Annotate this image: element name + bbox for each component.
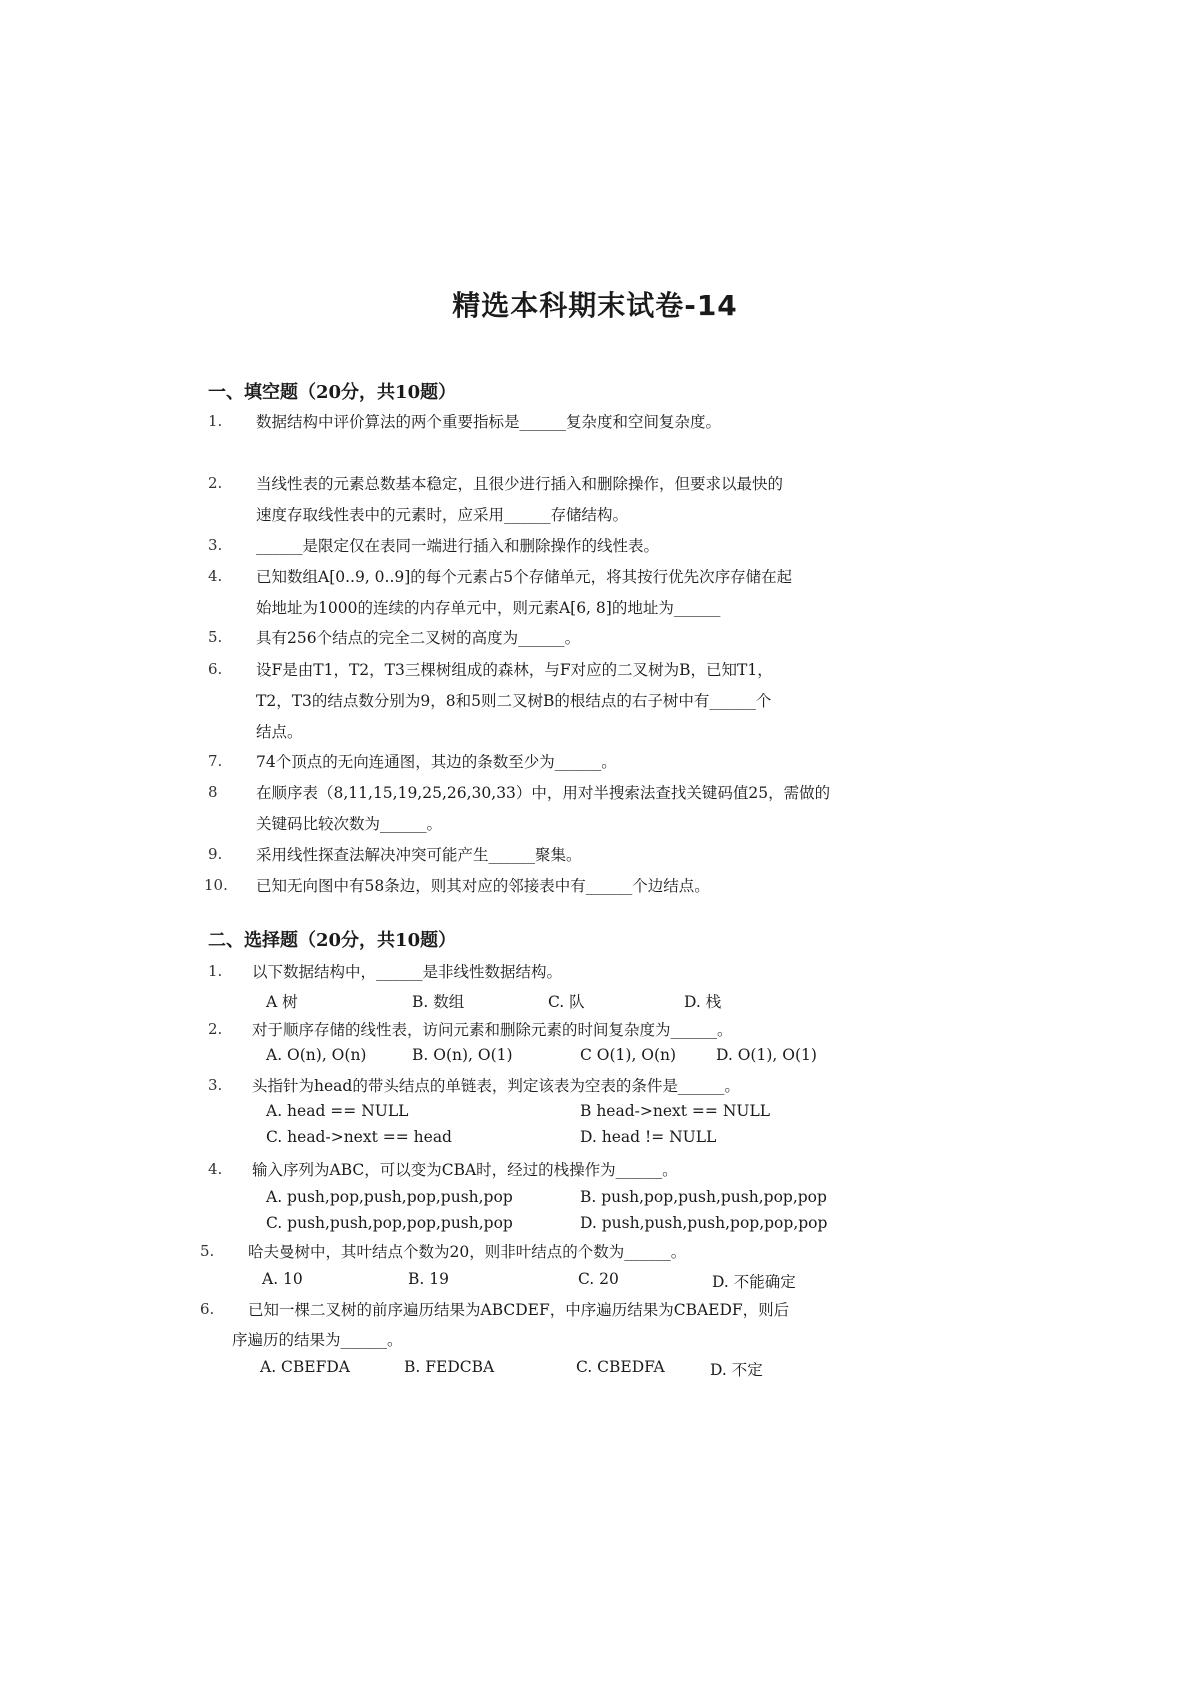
question-number: 4.: [208, 567, 223, 585]
question-number: 9.: [208, 845, 223, 863]
question-stem: 头指针为head的带头结点的单链表，判定该表为空表的条件是______。: [252, 1077, 740, 1095]
question-stem: 对于顺序存储的线性表，访问元素和删除元素的时间复杂度为______。: [252, 1021, 733, 1039]
question-number: 5.: [200, 1242, 215, 1260]
question-text: 始地址为1000的连续的内存单元中，则元素A[6, 8]的地址为______: [256, 599, 721, 617]
page-title: 精选本科期末试卷-14: [452, 289, 738, 322]
question-text: 设F是由T1，T2，T3三棵树组成的森林，与F对应的二叉树为B，已知T1，: [256, 661, 773, 679]
option-c: C. 队: [548, 993, 585, 1011]
question-number: 5.: [208, 628, 223, 646]
option-b: B. 19: [408, 1270, 449, 1288]
question-number: 8: [208, 783, 218, 801]
question-number: 7.: [208, 752, 223, 770]
question-number: 10.: [204, 876, 228, 894]
question-stem: 输入序列为ABC，可以变为CBA时，经过的栈操作为______。: [252, 1161, 678, 1179]
option-d: D. push,push,push,pop,pop,pop: [580, 1214, 828, 1232]
section-heading-fill-in: 一、填空题（20分，共10题）: [208, 382, 457, 403]
option-a: A. push,pop,push,pop,push,pop: [266, 1188, 513, 1206]
question-text: T2，T3的结点数分别为9，8和5则二叉树B的根结点的右子树中有______个: [256, 692, 772, 710]
question-text: 在顺序表（8,11,15,19,25,26,30,33）中，用对半搜索法查找关键码值25，需做的: [256, 784, 831, 802]
question-text: 已知无向图中有58条边，则其对应的邻接表中有______个边结点。: [256, 877, 710, 895]
question-number: 3.: [208, 1076, 223, 1094]
section-heading-multiple-choice: 二、选择题（20分，共10题）: [208, 930, 457, 951]
question-number: 1.: [208, 962, 223, 980]
question-stem: 以下数据结构中，______是非线性数据结构。: [252, 963, 563, 981]
question-text: ______是限定仅在表同一端进行插入和删除操作的线性表。: [256, 537, 660, 555]
question-text: 74个顶点的无向连通图，其边的条数至少为______。: [256, 753, 617, 771]
question-text: 结点。: [256, 723, 303, 741]
question-number: 3.: [208, 536, 223, 554]
question-text: 关键码比较次数为______。: [256, 815, 443, 833]
option-b: B head->next == NULL: [580, 1102, 771, 1120]
option-b: B. FEDCBA: [404, 1358, 495, 1376]
option-a: A. CBEFDA: [260, 1358, 350, 1376]
option-a: A 树: [266, 993, 298, 1011]
option-b: B. 数组: [412, 993, 465, 1011]
question-number: 6.: [208, 660, 223, 678]
option-d: D. O(1), O(1): [716, 1046, 817, 1064]
option-d: D. 不定: [710, 1361, 763, 1379]
question-text: 速度存取线性表中的元素时，应采用______存储结构。: [256, 506, 629, 524]
question-text: 当线性表的元素总数基本稳定，且很少进行插入和删除操作，但要求以最快的: [256, 475, 784, 493]
question-text: 采用线性探查法解决冲突可能产生______聚集。: [256, 846, 582, 864]
question-stem: 哈夫曼树中，其叶结点个数为20，则非叶结点的个数为______。: [248, 1243, 687, 1261]
question-number: 4.: [208, 1160, 223, 1178]
option-c: C. 20: [578, 1270, 619, 1288]
option-d: D. 栈: [684, 993, 722, 1011]
option-a: A. O(n), O(n): [266, 1046, 367, 1064]
option-c: C O(1), O(n): [580, 1046, 677, 1064]
question-stem: 序遍历的结果为______。: [232, 1331, 403, 1349]
option-a: A. head == NULL: [266, 1102, 409, 1120]
option-b: B. O(n), O(1): [412, 1046, 513, 1064]
option-a: A. 10: [262, 1270, 303, 1288]
question-number: 2.: [208, 1020, 223, 1038]
question-number: 6.: [200, 1300, 215, 1318]
option-d: D. 不能确定: [712, 1273, 796, 1291]
option-d: D. head != NULL: [580, 1128, 717, 1146]
option-b: B. push,pop,push,push,pop,pop: [580, 1188, 827, 1206]
question-number: 2.: [208, 474, 223, 492]
option-c: C. head->next == head: [266, 1128, 452, 1146]
option-c: C. CBEDFA: [576, 1358, 665, 1376]
question-text: 数据结构中评价算法的两个重要指标是______复杂度和空间复杂度。: [256, 413, 722, 431]
option-c: C. push,push,pop,pop,push,pop: [266, 1214, 513, 1232]
question-number: 1.: [208, 412, 223, 430]
question-stem: 已知一棵二叉树的前序遍历结果为ABCDEF，中序遍历结果为CBAEDF，则后: [248, 1301, 790, 1319]
question-text: 具有256个结点的完全二叉树的高度为______。: [256, 629, 581, 647]
question-text: 已知数组A[0..9, 0..9]的每个元素占5个存储单元，将其按行优先次序存储在起: [256, 568, 793, 586]
